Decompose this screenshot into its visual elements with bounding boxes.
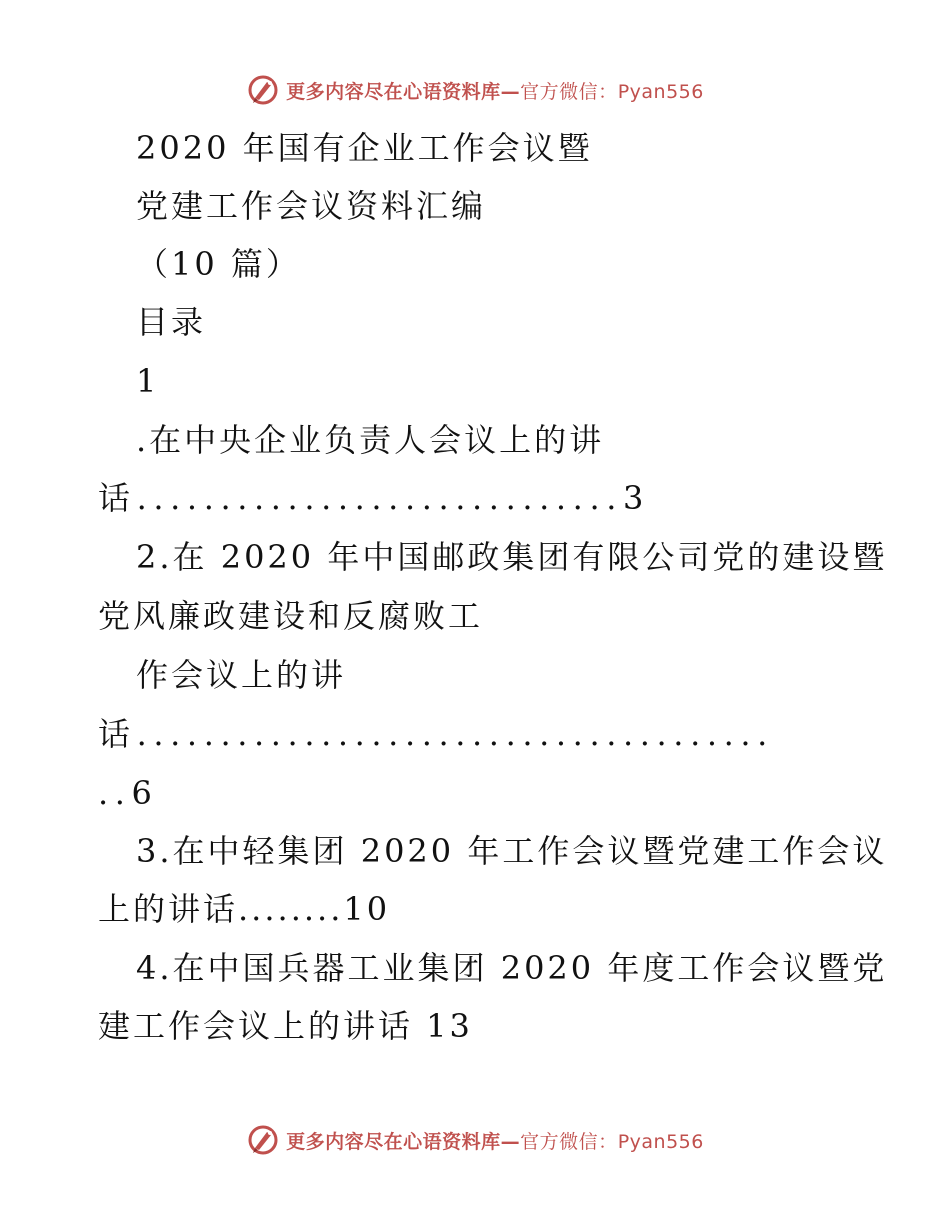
toc-item-3-page: 上的讲话........10 <box>98 890 391 928</box>
watermark-contact-label: 官方微信： <box>520 1130 618 1153</box>
watermark-contact-id: Pyan556 <box>617 80 704 103</box>
toc-item-4-page: 建工作会议上的讲话 13 <box>98 1007 473 1045</box>
watermark-separator: — <box>500 80 521 103</box>
document-title-line-3: （10 篇） <box>136 245 301 283</box>
toc-item-1-title: .在中央企业负责人会议上的讲 <box>136 421 605 459</box>
pen-circle-logo-icon <box>246 1123 280 1157</box>
toc-item-2-title-cont-2: 作会议上的讲 <box>136 656 347 694</box>
watermark-text <box>286 77 704 104</box>
toc-item-1-page: 话.............................3 <box>98 479 650 517</box>
watermark-text <box>286 1127 704 1154</box>
toc-item-2-title-cont: 党风廉政建设和反腐败工 <box>98 597 484 635</box>
toc-item-3-title: 3.在中轻集团 2020 年工作会议暨党建工作会议 <box>136 832 888 870</box>
pen-circle-logo-icon <box>246 73 280 107</box>
document-title-line-1: 2020 年国有企业工作会议暨 <box>136 129 593 167</box>
footer-watermark <box>0 1120 950 1160</box>
watermark-separator: — <box>500 1130 521 1153</box>
header-watermark <box>0 70 950 110</box>
toc-heading: 目录 <box>136 303 207 341</box>
toc-item-1-number: 1 <box>136 362 160 400</box>
watermark-contact-label: 官方微信： <box>520 80 618 103</box>
toc-item-2-page: ..6 <box>98 774 159 812</box>
watermark-contact-id: Pyan556 <box>617 1130 704 1153</box>
toc-item-2-leader: 话...................................... <box>98 715 774 753</box>
document-title-line-2: 党建工作会议资料汇编 <box>136 187 487 225</box>
toc-item-2-title: 2.在 2020 年中国邮政集团有限公司党的建设暨 <box>136 538 888 576</box>
toc-item-4-title: 4.在中国兵器工业集团 2020 年度工作会议暨党 <box>136 949 888 987</box>
watermark-brand: 更多内容尽在心语资料库 <box>286 1130 501 1153</box>
watermark-brand: 更多内容尽在心语资料库 <box>286 80 501 103</box>
